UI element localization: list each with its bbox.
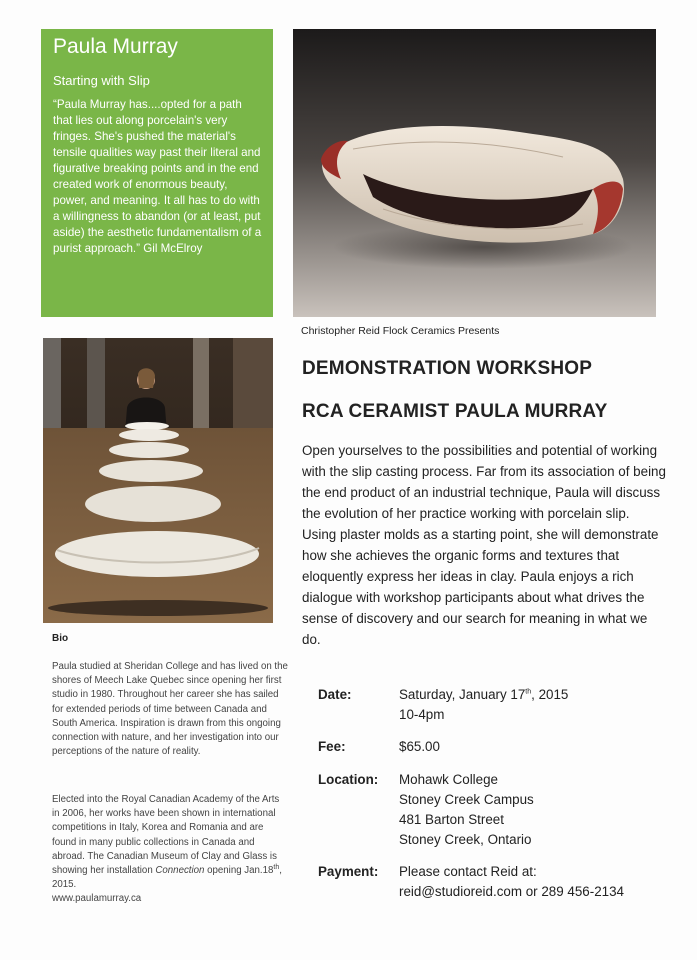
fee-value: $65.00 <box>399 739 440 754</box>
payment-line-1: Please contact Reid at: <box>399 864 537 879</box>
artist-website[interactable]: www.paulamurray.ca <box>52 893 142 905</box>
headline-workshop: DEMONSTRATION WORKSHOP <box>302 358 593 379</box>
location-line-3: 481 Barton Street <box>399 812 504 827</box>
presenter-line: Christopher Reid Flock Ceramics Presents <box>301 325 500 337</box>
payment-label: Payment: <box>318 864 379 879</box>
location-line-2: Stoney Creek Campus <box>399 792 534 807</box>
location-label: Location: <box>318 772 379 787</box>
headline-artist: RCA CERAMIST PAULA MURRAY <box>302 401 608 422</box>
workshop-description: Open yourselves to the possibilities and potential of working with the slip casting process. Far from its association of being the end product of an industrial technique, Paula will discuss the evolution of her practice working with porcelain slip. Using plaster molds as a starting point, she will demonstrate how she achieves the organic forms and textures that eloquently express her ideas in clay. Paula enjoys a rich dialogue with workshop participants about what drives the sense of discovery and our search for meaning in what we do. <box>302 443 666 647</box>
artist-quote: “Paula Murray has....opted for a path that lies out along porcelain's very fringes. She's pushed the material's tensile qualities way past their literal and figurative breaking points and in the end created work of enormous beauty, power, and meaning. It all has to do with a willingness to abandon (or at least, put aside) the aesthetic fundamentalism of a purist approach.” Gil McElroy <box>53 98 262 255</box>
date-label: Date: <box>318 687 352 702</box>
quote-panel <box>41 29 273 317</box>
bio-heading: Bio <box>52 633 69 644</box>
payment-contact: reid@studioreid.com or 289 456-2134 <box>399 884 624 899</box>
bio-paragraph-2: Elected into the Royal Canadian Academy of the Arts in 2006, her works have been shown in international competitions in Italy, Korea and Romania and are found in many public collections in Canada and abroad. The Canadian Museum of Clay and Glass is showing her installation Connection opening Jan.18th, 2015. www.paulamurray.ca <box>52 794 282 905</box>
bio-paragraph-1: Paula studied at Sheridan College and has lived on the shores of Meech Lake Quebec since opening her first studio in 1980. Throughout her career she has sailed for extended periods of time between Canada and South America. Inspiration is drawn from this ongoing connection with nature, and her investigation into our perceptions of the nature of reality. <box>52 661 288 758</box>
fee-label: Fee: <box>318 739 346 754</box>
ceramic-vessel-photo <box>293 29 656 317</box>
location-line-4: Stoney Creek, Ontario <box>399 832 532 847</box>
date-value: Saturday, January 17th, 2015 <box>399 687 569 702</box>
panel-subtitle: Starting with Slip <box>53 73 150 88</box>
installation-illustration <box>43 338 273 623</box>
artist-name: Paula Murray <box>53 35 178 58</box>
location-line-1: Mohawk College <box>399 772 498 787</box>
ceramic-vessel-illustration <box>293 29 656 317</box>
artist-installation-photo <box>43 338 273 623</box>
time-value: 10-4pm <box>399 707 445 722</box>
